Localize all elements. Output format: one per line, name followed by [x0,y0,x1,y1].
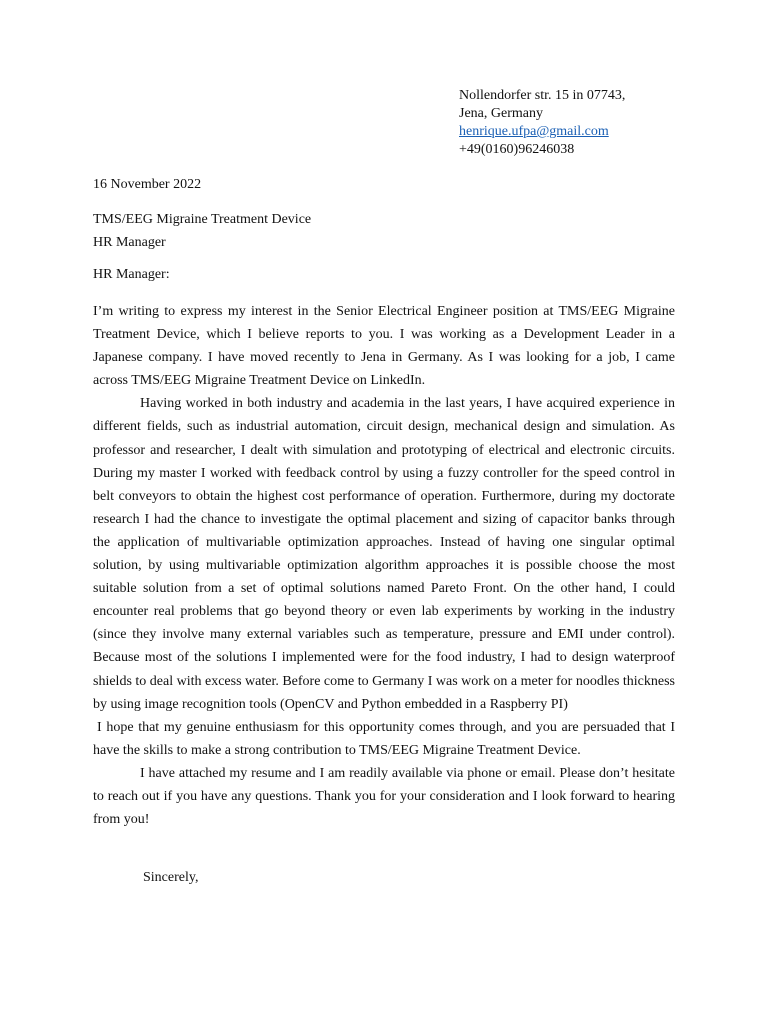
body-paragraph-2: Having worked in both industry and academia in the last years, I have acquired experience in different fields, such as industrial automation, circuit design, mechanical design and simulation. As professor and researcher, I dealt with simulation and prototyping of electrical and electronic circuits. During my master I worked with feedback control by using a fuzzy controller for the speed control in belt conveyors to obtain the highest cost performance of operation. Furthermore, during my doctorate research I had the chance to investigate the optimal placement and sizing of capacitor banks through the application of multivariable optimization approaches. Instead of having one singular optimal solution, by using multivariable optimization algorithm approaches it is possible choose the most suitable solution from a set of optimal solutions named Pareto Front. On the other hand, I could encounter real problems that go beyond theory or even lab experiments by working in the industry (since they involve many external variables such as temperature, pressure and EMI under control). Because most of the solutions I implemented were for the food industry, I had to design waterproof shields to deal with excess water. Before come to Germany I was work on a meter for noodles thickness by using image recognition tools (OpenCV and Python embedded in a Raspberry PI) [93,396,675,712]
recipient-title: HR Manager [93,235,166,250]
body-paragraph-3: I hope that my genuine enthusiasm for this opportunity comes through, and you are persuaded that I have the skills to make a strong contribution to TMS/EEG Migraine Treatment Device. [93,719,675,758]
recipient-company: TMS/EEG Migraine Treatment Device [93,212,312,227]
body-paragraph-4: I have attached my resume and I am readily available via phone or email. Please don’t hesitate to reach out if you have any questions. Thank you for your consideration and I look forward to hearing from you! [93,765,675,828]
sender-phone: +49(0160)96246038 [459,142,575,157]
body-paragraph-1: I’m writing to express my interest in the Senior Electrical Engineer position at TMS/EEG Migraine Treatment Device, which I believe reports to you. I was working as a Development Leader in a Japanese company. I have moved recently to Jena in Germany. As I was looking for a job, I came across TMS/EEG Migraine Treatment Device on LinkedIn. [93,304,675,389]
letter-body [93,300,675,831]
sender-address-line2: Jena, Germany [459,106,543,121]
sender-address-line1: Nollendorfer str. 15 in 07743, [459,88,626,103]
sender-email-link[interactable]: henrique.ufpa@gmail.com [459,124,609,139]
salutation: HR Manager: [93,267,170,282]
sender-address-block [459,87,625,159]
closing-text: Sincerely, [143,870,199,885]
letter-date: 16 November 2022 [93,177,202,192]
